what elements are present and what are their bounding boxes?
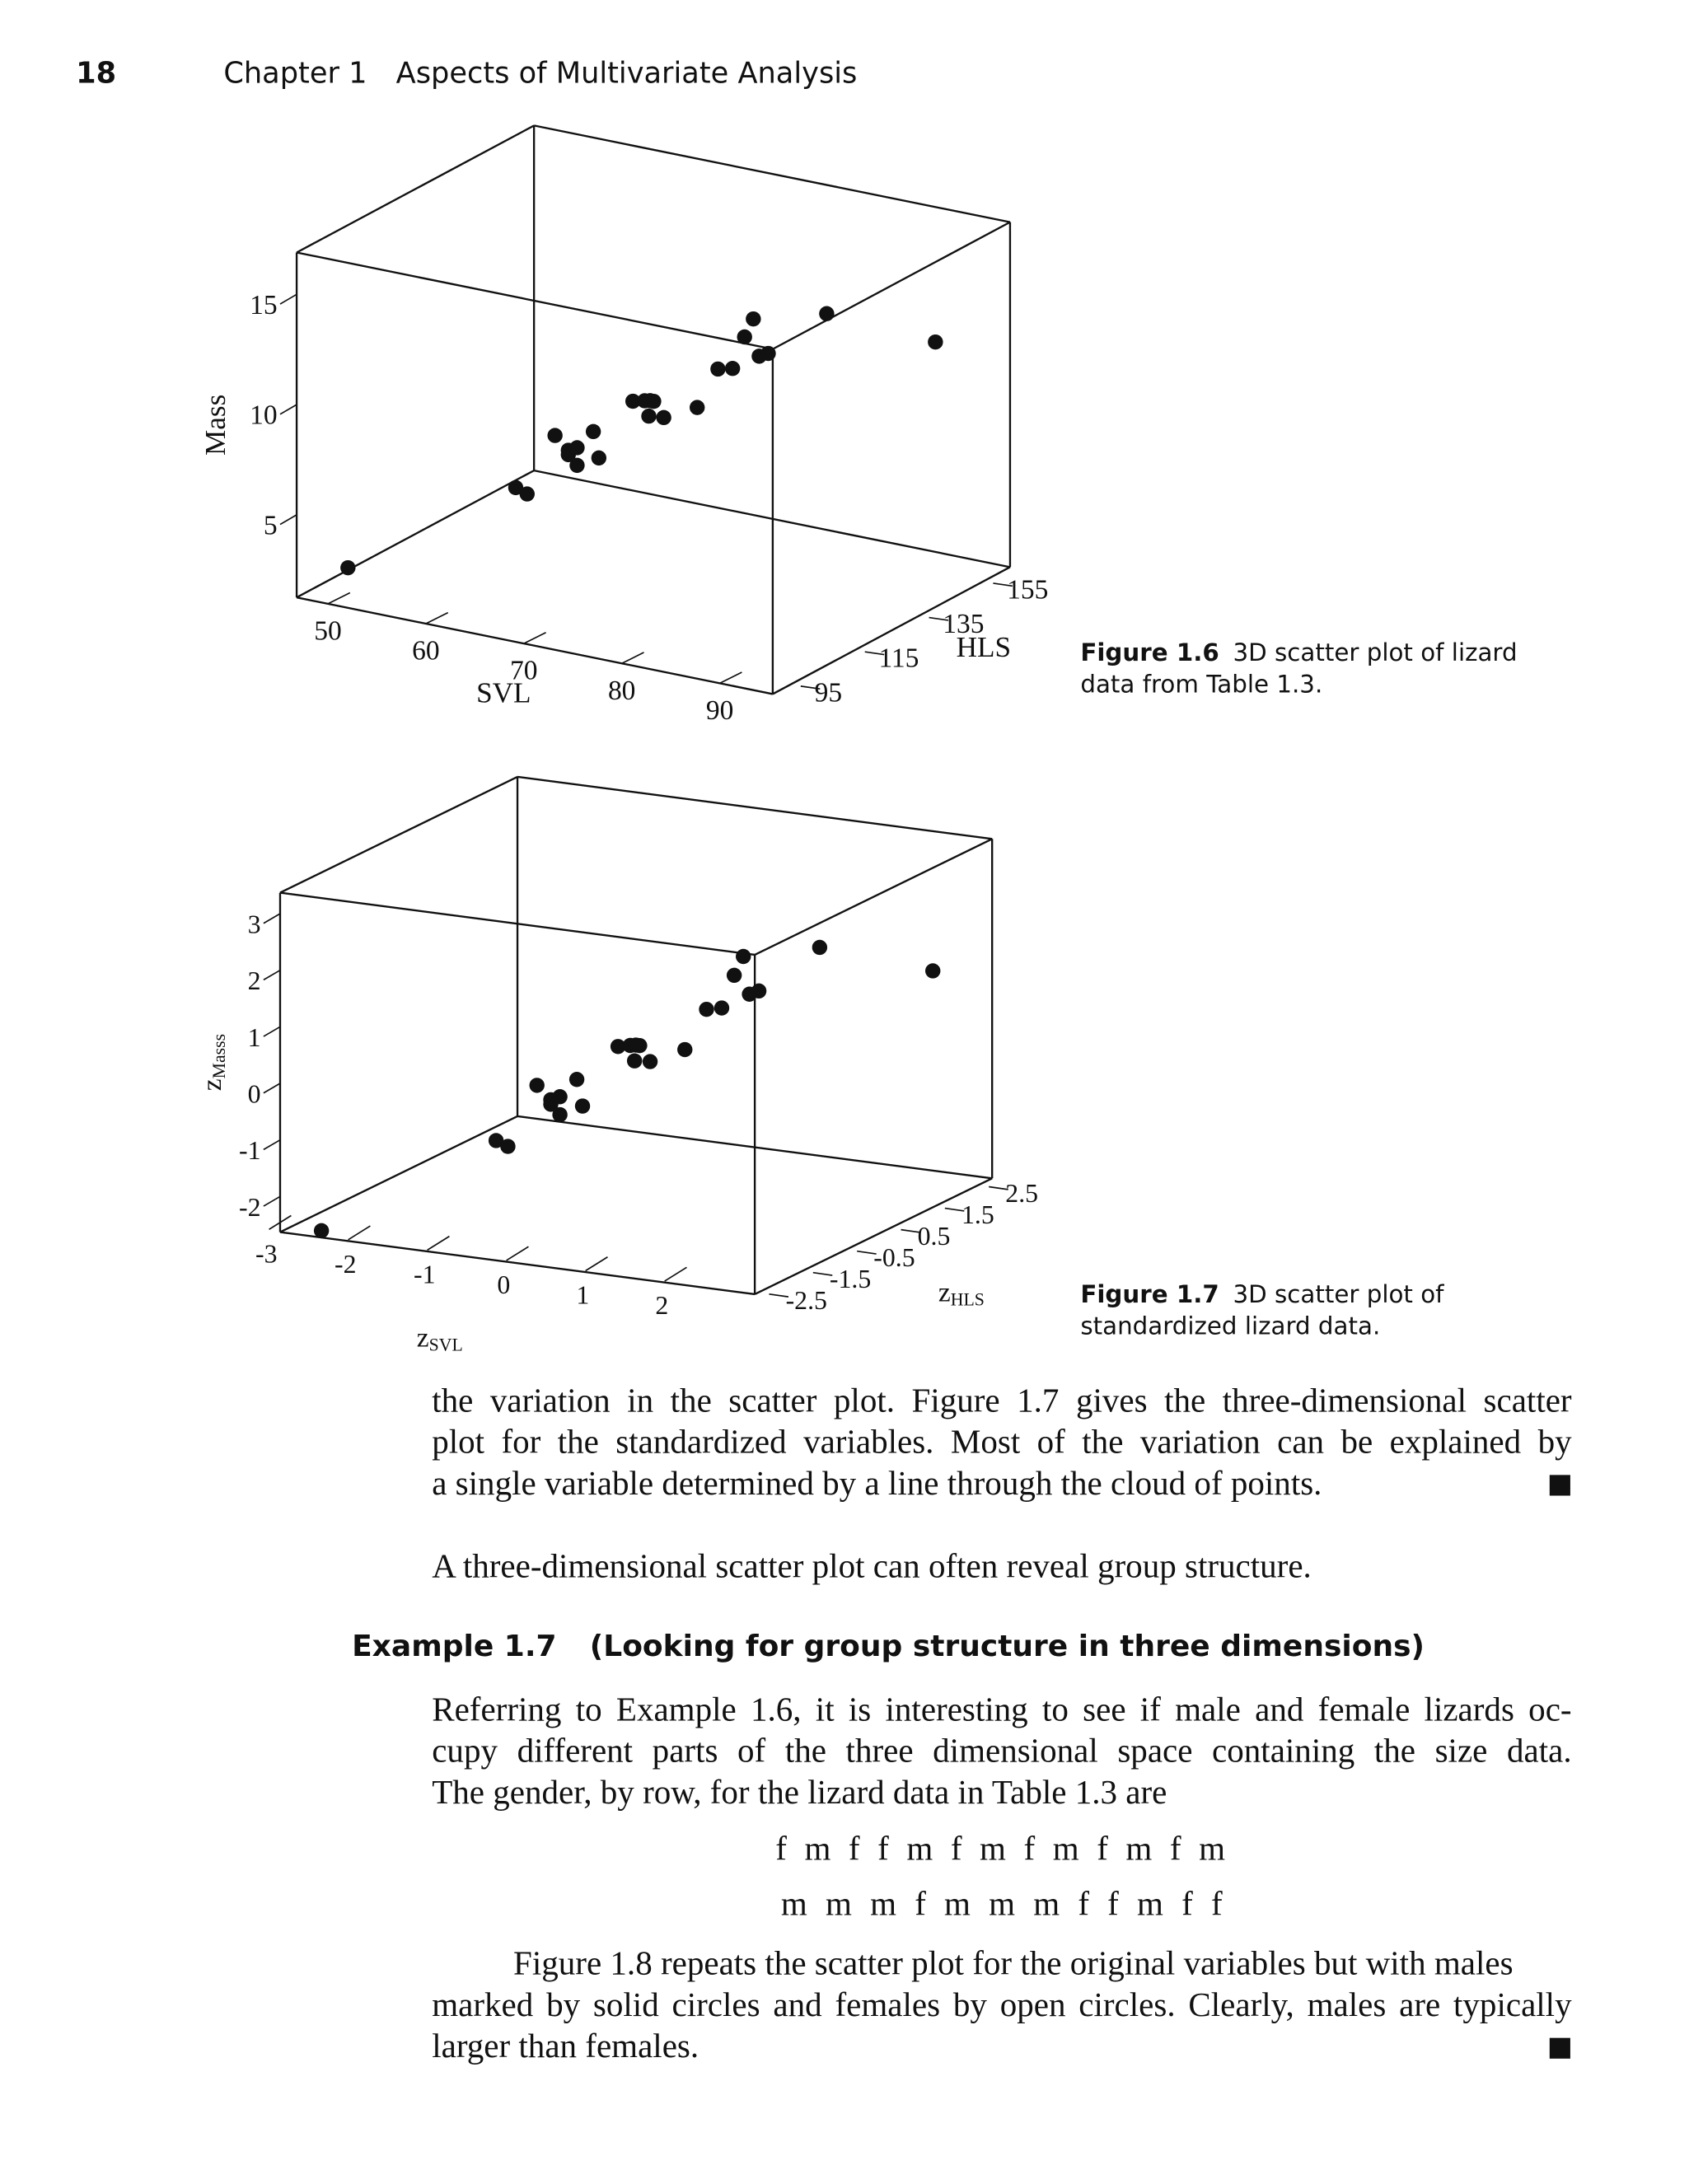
z-tick [264, 914, 280, 924]
data-point [699, 1002, 713, 1017]
y-tick-label: -1.5 [829, 1265, 872, 1294]
box-edge [755, 1178, 992, 1294]
zmass-axis-label: zMasss [196, 1033, 229, 1092]
data-point [760, 346, 775, 361]
z-tick-label: 3 [247, 910, 261, 939]
x-tick [349, 1226, 371, 1240]
x-tick [524, 633, 546, 643]
data-point [529, 1078, 544, 1092]
box-edge [773, 222, 1010, 349]
box-edge [755, 839, 992, 955]
data-point [819, 306, 834, 321]
z-tick [280, 294, 297, 304]
zsvl-axis-label: zSVL [416, 1322, 463, 1355]
data-point [586, 424, 601, 439]
gender-letter: m [780, 1886, 807, 1924]
gender-letter: m [1137, 1886, 1163, 1924]
caption-line: data from Table 1.3. [1080, 671, 1323, 700]
gender-letter: m [870, 1886, 897, 1924]
z-tick-label: -2 [239, 1192, 261, 1222]
x-tick-label: 50 [314, 615, 342, 647]
x-tick-label: 90 [705, 694, 734, 726]
gender-letter: m [989, 1886, 1016, 1924]
z-tick-label: 5 [263, 510, 278, 541]
box-edge [280, 777, 517, 893]
gender-letter: m [826, 1886, 852, 1924]
data-point [925, 963, 940, 978]
gender-letter: m [1033, 1886, 1060, 1924]
caption-line: 3D scatter plot of [1233, 1281, 1444, 1310]
example-heading [352, 1630, 1425, 1664]
gender-letter: f [950, 1831, 962, 1868]
gender-letter: f [915, 1886, 926, 1924]
gender-letter: f [1181, 1886, 1193, 1924]
data-point [812, 940, 827, 955]
body-line: larger than females. [432, 2027, 699, 2066]
x-tick [426, 613, 448, 624]
data-point [543, 1092, 558, 1107]
z-tick [264, 1196, 280, 1206]
y-tick-label: 95 [814, 677, 843, 709]
data-point [751, 984, 766, 998]
gender-letter: m [980, 1831, 1006, 1868]
data-point [632, 1038, 647, 1053]
box-edge [534, 125, 1010, 222]
gender-letter: f [1210, 1886, 1223, 1924]
x-tick-label: 1 [576, 1280, 590, 1310]
y-tick-label: 135 [943, 609, 985, 640]
x-tick [622, 652, 644, 663]
figure-1-7-caption [1080, 1280, 1443, 1344]
data-point [641, 409, 656, 423]
data-point [575, 1098, 590, 1113]
gender-row-1 [775, 1831, 1225, 1869]
y-tick-label: 0.5 [917, 1222, 951, 1251]
z-tick [264, 1083, 280, 1093]
x-tick-label: 70 [510, 655, 538, 686]
data-point [314, 1223, 329, 1238]
data-point [746, 311, 760, 326]
y-tick-label: -0.5 [873, 1243, 915, 1273]
gender-row-2 [781, 1886, 1223, 1924]
end-of-example-mark [1550, 1475, 1570, 1495]
chapter-label: Chapter 1 [223, 56, 367, 90]
data-point [928, 334, 943, 349]
y-tick-label: 155 [1007, 574, 1049, 606]
example-title: (Looking for group structure in three dimensions) [589, 1629, 1425, 1664]
z-tick [264, 1140, 280, 1150]
data-point [500, 1139, 515, 1153]
x-tick-label: 80 [607, 675, 636, 706]
y-tick-label: 1.5 [961, 1200, 994, 1229]
gender-letter: f [1107, 1886, 1119, 1924]
z-tick [280, 405, 297, 414]
body-line: plot for the standardized variables. Most of the variation can be explained by [432, 1424, 1572, 1461]
data-point [646, 394, 661, 409]
example-number: Example 1.7 [352, 1629, 557, 1664]
gender-letter: f [1078, 1886, 1090, 1924]
box-edge [280, 1116, 517, 1232]
box-edge [517, 777, 992, 839]
data-point [520, 486, 535, 501]
page-number: 18 [76, 56, 117, 90]
data-point [727, 968, 742, 983]
x-tick [507, 1246, 529, 1260]
x-tick [328, 593, 350, 604]
y-tick-label: 115 [878, 643, 919, 674]
data-point [569, 1072, 584, 1087]
chapter-title: Aspects of Multivariate Analysis [395, 56, 858, 90]
box-edge [297, 470, 534, 597]
data-point [690, 400, 704, 414]
hls-axis-label: HLS [956, 631, 1012, 664]
data-point [677, 1042, 692, 1057]
caption-line: standardized lizard data. [1080, 1313, 1381, 1341]
x-tick-label: 2 [655, 1291, 669, 1321]
data-point [627, 1053, 642, 1068]
mass-axis-label: Mass [199, 394, 232, 456]
data-point [710, 362, 725, 376]
body-line: The gender, by row, for the lizard data in Table 1.3 are [432, 1774, 1167, 1812]
x-tick-label: 0 [497, 1270, 511, 1300]
figure-label: Figure 1.6 [1080, 640, 1219, 668]
gender-letter: f [1169, 1831, 1181, 1868]
zhls-axis-label: zHLS [938, 1277, 985, 1310]
gender-letter: m [944, 1886, 971, 1924]
caption-line: 3D scatter plot of lizard [1233, 640, 1518, 668]
body-line: Figure 1.8 repeats the scatter plot for the original variables but with males [513, 1945, 1514, 1983]
data-point [592, 451, 606, 465]
x-tick-label: 60 [412, 635, 440, 666]
gender-letter: f [775, 1831, 787, 1868]
end-of-example-mark [1550, 2038, 1570, 2059]
data-point [643, 1054, 657, 1069]
gender-letter: f [1023, 1831, 1036, 1868]
gender-letter: m [906, 1831, 933, 1868]
x-tick [720, 672, 742, 683]
x-tick-label: -2 [335, 1250, 357, 1279]
data-point [714, 1000, 729, 1015]
data-point [552, 1107, 567, 1122]
data-point [547, 428, 562, 442]
body-line: a single variable determined by a line through the cloud of points. [432, 1465, 1322, 1503]
body-line: the variation in the scatter plot. Figure 1.7 gives the three-dimensional scatter [432, 1382, 1572, 1420]
box-edge [297, 125, 534, 252]
data-point [656, 410, 671, 425]
z-tick-label: -1 [239, 1136, 261, 1166]
gender-letter: m [1199, 1831, 1226, 1868]
gender-letter: m [804, 1831, 831, 1868]
x-tick [428, 1237, 450, 1251]
z-tick-label: 1 [247, 1022, 261, 1052]
gender-letter: f [848, 1831, 860, 1868]
data-point [340, 560, 355, 575]
body-line: A three-dimensional scatter plot can often reveal group structure. [432, 1548, 1312, 1586]
figure-label: Figure 1.7 [1080, 1281, 1219, 1310]
x-tick [665, 1267, 687, 1281]
gender-letter: f [1097, 1831, 1108, 1868]
y-tick-label: 2.5 [1005, 1178, 1039, 1208]
x-tick-label: -1 [414, 1260, 436, 1289]
figure-1-6-caption [1080, 638, 1517, 702]
x-tick [586, 1257, 608, 1271]
figure-1-7-scatter3d [239, 777, 1038, 1320]
body-line: cupy different parts of the three dimensional space containing the size data. [432, 1733, 1572, 1770]
body-line: marked by solid circles and females by open circles. Clearly, males are typically [432, 1986, 1572, 2024]
svl-axis-label: SVL [476, 676, 531, 709]
data-point [736, 949, 751, 964]
gender-letter: m [1052, 1831, 1079, 1868]
z-tick [280, 515, 297, 525]
data-point [725, 361, 740, 376]
z-tick-label: 2 [247, 966, 261, 996]
z-tick [264, 970, 280, 980]
y-tick-label: -2.5 [785, 1286, 827, 1316]
body-line: Referring to Example 1.6, it is interesting to see if male and female lizards oc- [432, 1691, 1572, 1729]
z-tick-label: 0 [247, 1079, 261, 1109]
x-tick-label: -3 [255, 1239, 278, 1269]
z-tick-label: 15 [250, 289, 278, 320]
gender-letter: m [1125, 1831, 1153, 1868]
data-point [569, 458, 584, 473]
data-point [737, 330, 751, 344]
z-tick [264, 1027, 280, 1036]
figure-1-6-scatter3d [250, 125, 1048, 726]
gender-letter: f [877, 1831, 889, 1868]
data-point [561, 442, 576, 457]
z-tick-label: 10 [250, 400, 278, 431]
